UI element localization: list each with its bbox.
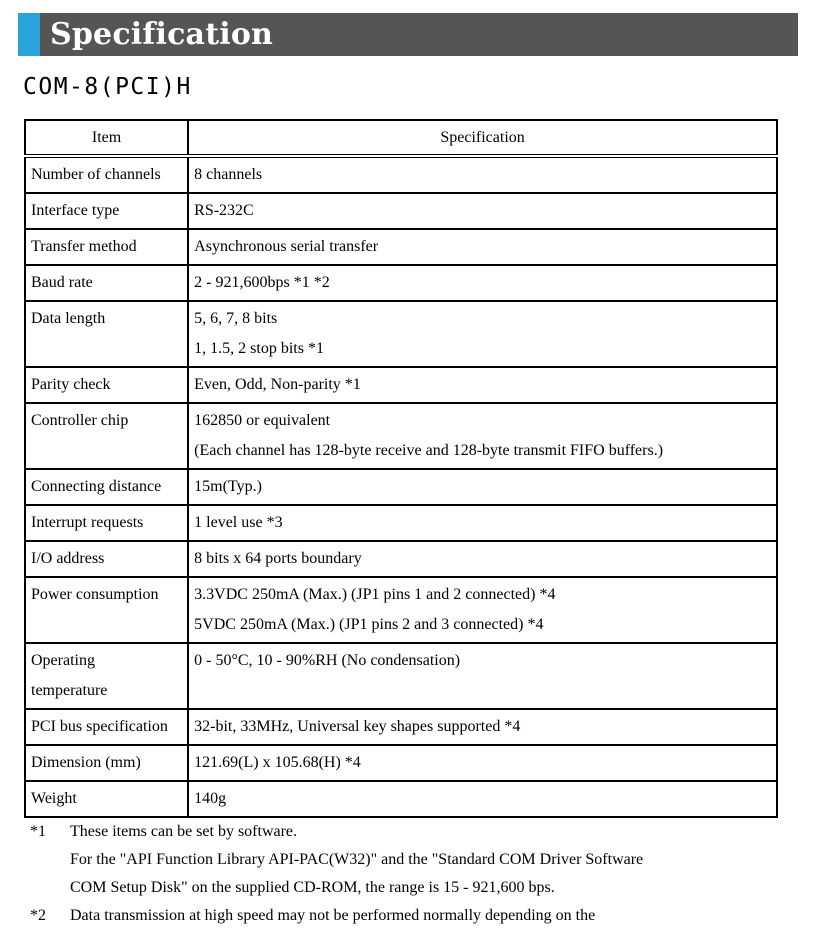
- footnote: [30, 818, 810, 902]
- spec-cell: [188, 781, 777, 817]
- item-cell: [25, 193, 188, 229]
- spec-value: Even, Odd, Non-parity *1: [194, 376, 361, 393]
- footnote-marker: *1: [30, 823, 46, 840]
- item-label: Operating: [31, 652, 95, 669]
- column-header-specification: Specification: [188, 120, 777, 156]
- spec-value: 32-bit, 33MHz, Universal key shapes supported *4: [194, 718, 521, 735]
- table-row: [25, 193, 777, 229]
- spec-cell: [188, 577, 777, 643]
- item-label: Interrupt requests: [31, 514, 144, 531]
- footnote-text: [70, 902, 810, 930]
- spec-cell: [188, 156, 777, 193]
- specification-table: [24, 119, 778, 818]
- table-row: [25, 265, 777, 301]
- spec-value: 162850 or equivalent: [194, 412, 331, 429]
- item-label: Baud rate: [31, 274, 93, 291]
- item-label: Dimension (mm): [31, 754, 141, 771]
- item-label: Interface type: [31, 202, 120, 219]
- spec-cell: [188, 229, 777, 265]
- item-label: temperature: [31, 682, 108, 699]
- item-cell: [25, 403, 188, 469]
- item-label: Power consumption: [31, 586, 159, 603]
- item-cell: [25, 709, 188, 745]
- item-cell: [25, 781, 188, 817]
- item-cell: [25, 156, 188, 193]
- item-cell: [25, 229, 188, 265]
- spec-value: 8 bits x 64 ports boundary: [194, 550, 362, 567]
- model-name: COM-8(PCI)H: [23, 74, 192, 100]
- item-label: Weight: [31, 790, 77, 807]
- spec-cell: [188, 367, 777, 403]
- item-cell: [25, 745, 188, 781]
- spec-value: 140g: [194, 790, 227, 807]
- item-cell: [25, 301, 188, 367]
- spec-cell: [188, 541, 777, 577]
- footnote-line: COM Setup Disk" on the supplied CD-ROM, the range is 15 - 921,600 bps.: [70, 879, 555, 896]
- spec-value: Asynchronous serial transfer: [194, 238, 379, 255]
- table-row: [25, 643, 777, 709]
- item-label: Controller chip: [31, 412, 129, 429]
- item-label: Number of channels: [31, 166, 161, 183]
- table-row: [25, 781, 777, 817]
- spec-value: 3.3VDC 250mA (Max.) (JP1 pins 1 and 2 connected) *4: [194, 586, 556, 603]
- header-accent-bar: [18, 13, 40, 56]
- spec-cell: [188, 403, 777, 469]
- table-row: [25, 156, 777, 193]
- footnote-marker: *2: [30, 907, 46, 924]
- item-cell: [25, 367, 188, 403]
- spec-value: 0 - 50°C, 10 - 90%RH (No condensation): [194, 652, 461, 669]
- footnotes: [30, 818, 810, 930]
- spec-cell: [188, 265, 777, 301]
- table-row: [25, 469, 777, 505]
- table-row: [25, 367, 777, 403]
- item-cell: [25, 505, 188, 541]
- item-cell: [25, 541, 188, 577]
- table-body: [25, 156, 777, 817]
- footnote-text: [70, 818, 810, 902]
- item-cell: [25, 265, 188, 301]
- item-label: Connecting distance: [31, 478, 162, 495]
- spec-cell: [188, 193, 777, 229]
- table-row: [25, 301, 777, 367]
- table-row: [25, 709, 777, 745]
- footnote-line: These items can be set by software.: [70, 823, 298, 840]
- spec-value: 8 channels: [194, 166, 263, 183]
- spec-value: 15m(Typ.): [194, 478, 262, 495]
- spec-cell: [188, 709, 777, 745]
- item-label: Parity check: [31, 376, 111, 393]
- spec-cell: [188, 505, 777, 541]
- table-row: [25, 229, 777, 265]
- item-label: Data length: [31, 310, 106, 327]
- spec-value: RS-232C: [194, 202, 254, 219]
- item-label: I/O address: [31, 550, 105, 567]
- table-row: [25, 505, 777, 541]
- table-header-row: [25, 120, 777, 156]
- spec-value: 1, 1.5, 2 stop bits *1: [194, 340, 324, 357]
- section-header: [18, 13, 798, 56]
- spec-value: 5VDC 250mA (Max.) (JP1 pins 2 and 3 connected) *4: [194, 616, 544, 633]
- spec-value: 2 - 921,600bps *1 *2: [194, 274, 330, 291]
- table-row: [25, 577, 777, 643]
- item-label: PCI bus specification: [31, 718, 168, 735]
- column-header-item: Item: [25, 120, 188, 156]
- item-cell: [25, 469, 188, 505]
- section-title: Specification: [50, 17, 274, 52]
- footnote: [30, 902, 810, 930]
- table-row: [25, 403, 777, 469]
- table-row: [25, 745, 777, 781]
- table-row: [25, 541, 777, 577]
- item-cell: [25, 577, 188, 643]
- footnote-line: Data transmission at high speed may not be performed normally depending on the: [70, 907, 596, 924]
- spec-value: (Each channel has 128-byte receive and 128-byte transmit FIFO buffers.): [194, 442, 664, 459]
- footnote-line: For the "API Function Library API-PAC(W32)" and the "Standard COM Driver Software: [70, 851, 644, 868]
- spec-cell: [188, 745, 777, 781]
- spec-cell: [188, 469, 777, 505]
- item-label: Transfer method: [31, 238, 137, 255]
- spec-value: 5, 6, 7, 8 bits: [194, 310, 278, 327]
- spec-value: 121.69(L) x 105.68(H) *4: [194, 754, 361, 771]
- spec-value: 1 level use *3: [194, 514, 283, 531]
- item-cell: [25, 643, 188, 709]
- spec-cell: [188, 301, 777, 367]
- spec-cell: [188, 643, 777, 709]
